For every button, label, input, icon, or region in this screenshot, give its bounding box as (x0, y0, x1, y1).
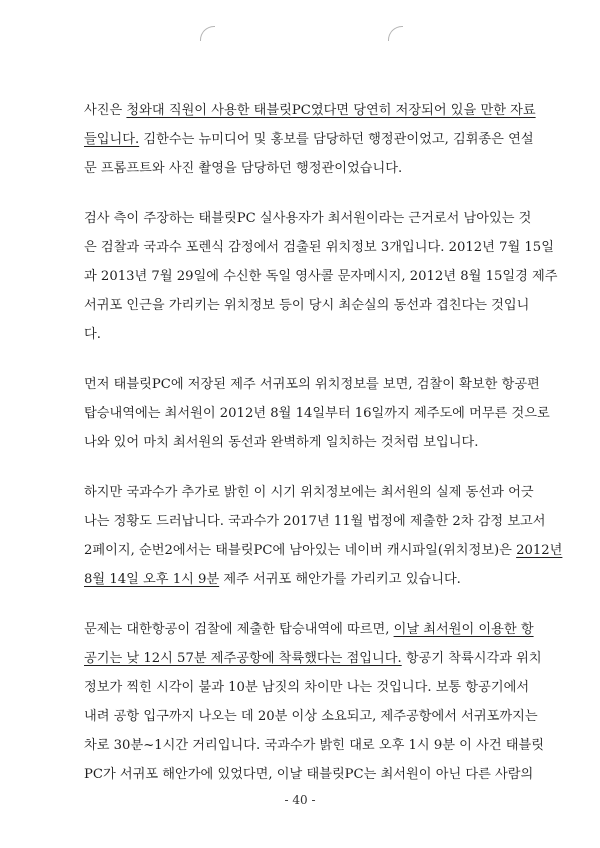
text-line (84, 399, 550, 428)
text-line (84, 507, 546, 536)
text-line (84, 320, 520, 349)
text-segment: 문 프롬프트와 사진 촬영을 담당하던 행정관이었습니다. (84, 161, 403, 176)
text-segment: 은 검찰과 국과수 포렌식 감정에서 검출된 위치정보 3개입니다. 2012년 7월 15일 (84, 240, 554, 255)
paragraph (84, 204, 558, 349)
binder-hole-mark-left (200, 26, 215, 41)
text-segment: PC가 서귀포 해안가에 있었다면, 이날 태블릿PC는 최서원이 아닌 다른 사람의 (84, 767, 534, 782)
paragraph (84, 478, 563, 594)
text-segment: 내려 공항 입구까지 나오는 데 20분 이상 소요되고, 제주공항에서 서귀포까지는 (84, 709, 538, 724)
underlined-text: 공기는 낮 12시 57분 제주공항에 착륙했다는 점입니다. (84, 651, 402, 666)
text-line (84, 204, 532, 233)
text-line (84, 673, 530, 702)
text-line (84, 291, 530, 320)
text-segment: 검사 측이 주장하는 태블릿PC 실사용자가 최서원이라는 근거로서 남아있는 것 (84, 211, 532, 226)
paragraph (84, 370, 550, 457)
text-segment: 정보가 찍힌 시각이 불과 10분 남짓의 차이만 나는 것입니다. 보통 항공기에서 (84, 680, 530, 695)
underlined-text: 들입니다. (84, 132, 140, 147)
document-body (84, 96, 563, 810)
paragraph (84, 615, 544, 789)
binder-hole-mark-right (388, 26, 403, 41)
text-segment: 하지만 국과수가 추가로 밝힌 이 시기 위치정보에는 최서원의 실제 동선과 어긋 (84, 485, 534, 500)
text-segment: 서귀포 인근을 가리키는 위치정보 등이 당시 최순실의 동선과 겹친다는 것입니 (84, 298, 530, 313)
text-segment: 사진은 (84, 103, 127, 118)
underlined-text: 8월 14일 오후 1시 9분 (84, 572, 220, 587)
text-segment: 제주 서귀포 해안가를 가리키고 있습니다. (219, 572, 461, 587)
paragraph (84, 96, 536, 183)
text-line (84, 428, 520, 457)
text-line (84, 478, 534, 507)
text-line (84, 760, 534, 789)
text-line (84, 731, 544, 760)
text-segment: 과 2013년 7월 29일에 수신한 독일 영사콜 문자메시지, 2012년 8월 15일경 제주 (84, 269, 558, 284)
text-segment: 다. (84, 327, 101, 342)
text-segment: 탑승내역에는 최서원이 2012년 8월 14일부터 16일까지 제주도에 머무른 것으로 (84, 406, 550, 421)
text-segment: 차로 30분~1시간 거리입니다. 국과수가 밝힌 대로 오후 1시 9분 이 사건 태블릿 (84, 738, 544, 753)
text-segment: 문제는 대한항공이 검찰에 제출한 탑승내역에 따르면, (84, 622, 394, 637)
text-line (84, 615, 534, 644)
text-segment: 나는 정황도 드러납니다. 국과수가 2017년 11월 법정에 제출한 2차 감정 보고서 (84, 514, 546, 529)
underlined-text: 2012년 (516, 543, 563, 558)
text-line (84, 262, 558, 291)
text-line (84, 370, 540, 399)
text-line (84, 154, 520, 183)
text-line (84, 125, 534, 154)
text-segment: 나와 있어 마치 최서원의 동선과 완벽하게 일치하는 것처럼 보입니다. (84, 435, 479, 450)
underlined-text: 이날 최서원이 이용한 항 (393, 622, 534, 637)
text-segment: 먼저 태블릿PC에 저장된 제주 서귀포의 위치정보를 보면, 검찰이 확보한 항공편 (84, 377, 540, 392)
text-line (84, 644, 542, 673)
underlined-text: 청와대 직원이 사용한 태블릿PC였다면 당연히 저장되어 있을 만한 자료 (126, 103, 536, 118)
page-number: - 40 - (284, 793, 316, 807)
text-line (84, 536, 563, 565)
text-line (84, 233, 554, 262)
text-segment: 항공기 착륙시각과 위치 (401, 651, 542, 666)
text-line (84, 96, 536, 125)
text-line (84, 565, 520, 594)
text-segment: 김한수는 뉴미디어 및 홍보를 담당하던 행정관이었고, 김휘종은 연설 (139, 132, 534, 147)
text-line (84, 702, 538, 731)
text-segment: 2페이지, 순번2에서는 태블릿PC에 남아있는 네이버 캐시파일(위치정보)은 (84, 543, 517, 558)
